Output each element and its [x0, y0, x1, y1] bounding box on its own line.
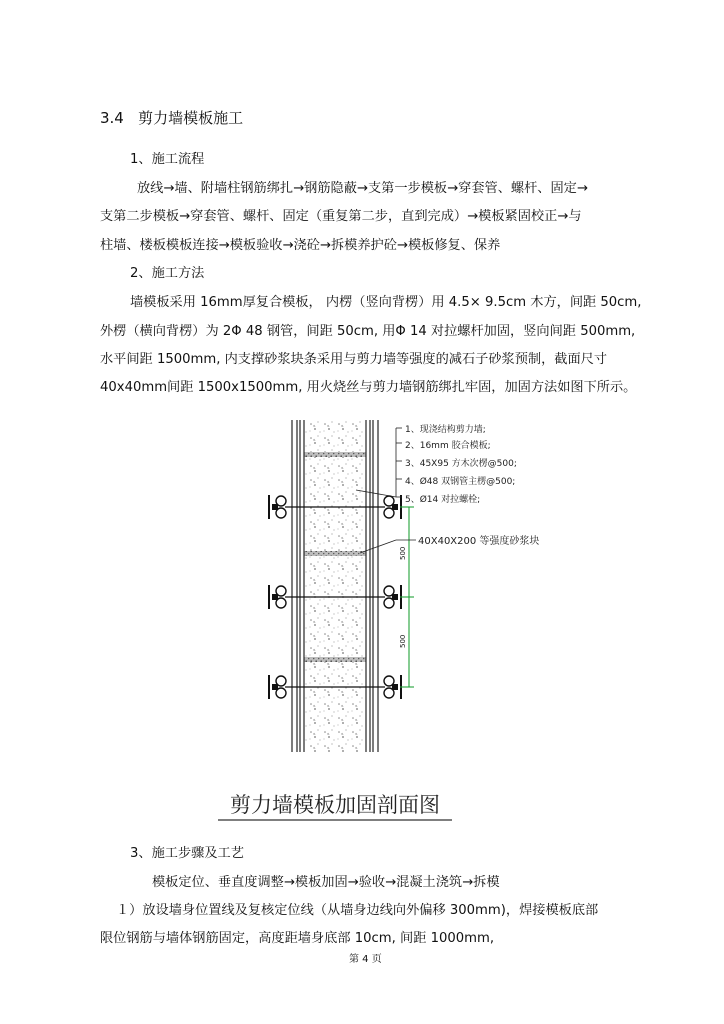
subheading-flow: 1、施工流程: [130, 152, 205, 167]
method-line-4: 40x40mm间距 1500x1500mm, 用火烧丝与剪力墙钢筋绑扎牢固，加固方法如图下所示。: [100, 380, 637, 395]
mortar-block: [304, 657, 366, 662]
dimension-lower: 500: [399, 634, 407, 648]
section-number: 3.4: [100, 109, 124, 127]
page-number: 第 4 页: [349, 954, 382, 965]
steps-line-3: 限位钢筋与墙体钢筋固定，高度距墙身底部 10cm, 间距 1000mm,: [100, 931, 495, 946]
legend-item: 5、Ø14 对拉螺栓;: [405, 495, 481, 505]
subheading-method: 2、施工方法: [130, 266, 205, 281]
mortar-block: [304, 452, 366, 457]
drawing-legend: [405, 423, 539, 547]
section-title: 剪力墙模板施工: [138, 109, 244, 127]
flow-line-1: 放线→墙、附墙柱钢筋绑扎→钢筋隐蔽→支第一步模板→穿套管、螺杆、固定→: [137, 181, 588, 196]
legend-item: 2、16mm 胶合模板;: [405, 441, 491, 451]
mortar-block-label: 40X40X200 等强度砂浆块: [418, 536, 540, 547]
steel-tube-clamps-right: [384, 495, 401, 699]
dimension-upper: 500: [399, 546, 407, 560]
method-line-1: 墙模板采用 16mm厚复合模板， 内楞（竖向背楞）用 4.5× 9.5cm 木方，间距 50cm,: [130, 295, 642, 310]
mortar-block: [304, 551, 366, 556]
steel-tube-clamps-left: [269, 495, 286, 699]
method-line-3: 水平间距 1500mm, 内支撑砂浆块条采用与剪力墙等强度的减石子砂浆预制，截面尺寸: [100, 352, 608, 367]
subheading-steps: 3、施工步骤及工艺: [130, 846, 244, 861]
steps-line-2: １）放设墙身位置线及复核定位线（从墙身边线向外偏移 300mm)，焊接模板底部: [116, 903, 599, 918]
method-line-2: 外楞（横向背楞）为 2Φ 48 钢管，间距 50cm, 用Φ 14 对拉螺杆加固，竖向间距 500mm,: [100, 324, 636, 339]
legend-item: 3、45X95 方木次楞@500;: [405, 459, 517, 469]
steps-line-1: 模板定位、垂直度调整→模板加固→验收→混凝土浇筑→拆模: [152, 875, 500, 890]
dimension-line: [400, 507, 414, 687]
shear-wall-concrete: [304, 420, 366, 752]
legend-item: 4、Ø48 双钢管主楞@500;: [405, 477, 516, 487]
flow-line-2: 支第二步模板→穿套管、螺杆、固定（重复第二步，直到完成）→模板紧固校正→与: [100, 209, 582, 224]
figure-title: 剪力墙模板加固剖面图: [230, 793, 440, 817]
flow-line-3: 柱墙、楼板模板连接→模板验收→浇砼→拆模养护砼→模板修复、保养: [100, 238, 501, 253]
legend-item: 1、现浇结构剪力墙;: [405, 425, 486, 435]
